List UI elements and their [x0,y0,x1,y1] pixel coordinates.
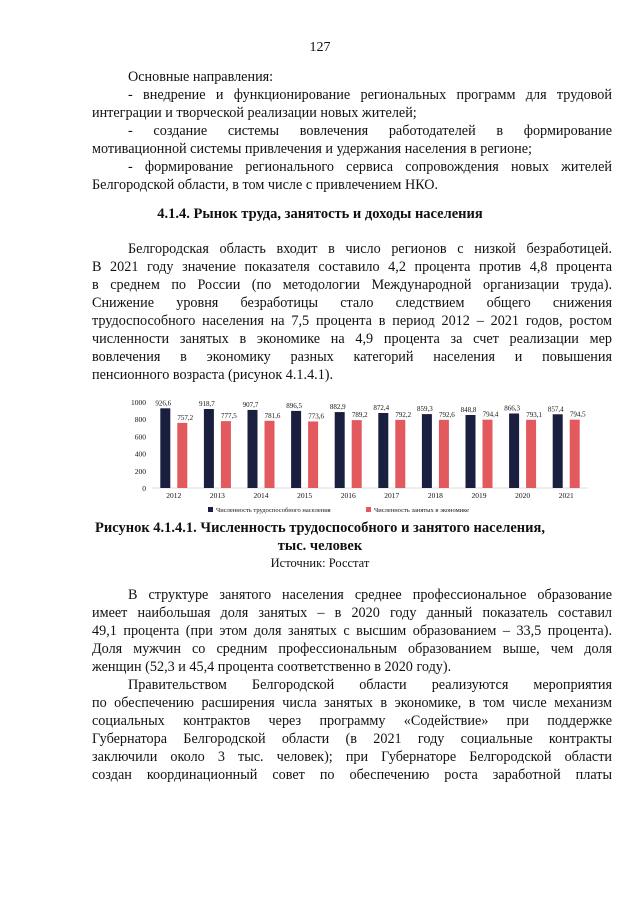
data-label: 882,9 [329,403,346,412]
data-label: 793,1 [526,410,542,419]
x-tick-label: 2017 [384,491,400,500]
paragraph-line: заключили около 3 тыс. человек); при Губернаторе Белгородской области [92,749,612,765]
bar-chart [118,392,598,524]
bar-series-1 [466,415,476,488]
legend-swatch [366,507,371,512]
data-label: 773,6 [308,412,324,421]
bar-series-1 [509,413,519,488]
x-tick-label: 2020 [515,491,531,500]
bar-series-1 [204,409,214,488]
paragraph-line: трудоспособного населения на 7,5 процента в период 2012 – 2021 годов, ростом [92,313,612,329]
intro-line: мотивационной системы привлечения и удержания населения в регионе; [92,141,532,157]
paragraph-line: социальных контрактов через программу «Содействие» при поддержке [92,713,612,729]
paragraph-line: Доля мужчин со средним профессиональным образованием выше, чем доля [92,641,612,657]
data-label: 907,7 [242,400,259,409]
figure-source: Источник: Росстат [270,556,370,570]
x-tick-label: 2013 [209,491,225,500]
x-tick-label: 2014 [253,491,269,500]
data-label: 757,2 [177,413,194,422]
data-label: 896,5 [286,401,302,410]
paragraph-line: Правительством Белгородской области реализуются мероприятия [128,677,612,693]
x-tick-label: 2016 [340,491,356,500]
paragraph-line: имеет наибольшая доля занятых – в 2020 году данный показатель составил [92,605,612,621]
y-tick-label: 200 [134,466,146,476]
data-label: 926,6 [155,399,172,408]
paragraph-line: Губернатора Белгородской области (в 2021 году социальные контракты [92,731,612,747]
page-number: 127 [309,40,331,55]
bar-series-2 [221,421,231,488]
bar-series-2 [395,420,405,488]
legend-label: Численность трудоспособного населения [216,507,331,514]
paragraph-line: создан координационный совет по обеспечению роста заработной платы [92,767,612,783]
x-tick-label: 2019 [471,491,487,500]
bar-series-1 [291,411,301,488]
section-heading: 4.1.4. Рынок труда, занятость и доходы населения [157,206,483,222]
data-label: 794,5 [569,410,586,419]
figure-caption-line2: тыс. человек [277,538,363,554]
data-label: 781,6 [264,411,281,420]
bar-series-2 [352,420,362,488]
bar-series-1 [248,410,258,488]
intro-line: - внедрение и функционирование региональных программ для трудовой [128,87,612,103]
data-label: 859,3 [417,405,433,414]
bar-series-2 [483,420,493,488]
paragraph-line: женщин (52,3 и 45,4 процента соответственно в 2020 году). [92,659,452,675]
paragraph-line: 49,1 процента (при этом доля занятых с высшим образованием – 33,5 процента). [92,623,612,639]
intro-line: - формирование регионального сервиса сопровождения новых жителей [128,159,612,175]
paragraph-line: пенсионного возраста (рисунок 4.1.4.1). [92,367,334,383]
paragraph-line: вовлечения в экономику разных категорий населения и повышения [92,349,612,365]
data-label: 792,6 [439,410,455,419]
bar-series-2 [308,421,318,488]
y-tick-label: 1000 [131,398,146,407]
bar-series-2 [177,423,187,488]
paragraph-line: численности занятых в экономике на 4,9 процента за счет реализации мер [92,331,612,347]
legend-label: Численность занятых в экономике [374,507,470,514]
paragraph-line: Снижение уровня безработицы стало следствием общего снижения [92,295,612,311]
data-label: 777,5 [221,412,237,421]
x-tick-label: 2015 [297,491,313,500]
bar-series-1 [553,414,563,488]
paragraph-line: Белгородская область входит в число регионов с низкой безработицей. [128,241,612,257]
legend-swatch [208,507,213,512]
paragraph-line: В 2021 году значение показателя составило 4,2 процента против 4,8 процента [92,259,612,275]
bar-series-2 [439,420,449,488]
bar-series-2 [570,420,580,488]
y-tick-label: 400 [134,449,146,459]
bar-series-2 [526,420,536,488]
x-tick-label: 2018 [427,491,443,500]
paragraph-line: по обеспечению расширения числа занятых в экономике, в том числе механизм [92,695,612,711]
data-label: 794,4 [482,410,499,419]
figure-caption-line1: Рисунок 4.1.4.1. Численность трудоспособного и занятого населения, [95,520,545,536]
y-tick-label: 800 [134,415,146,425]
intro-line: - создание системы вовлечения работодателей в формирование [128,123,612,139]
intro-line: Основные направления: [128,69,274,85]
data-label: 918,7 [199,399,215,408]
data-label: 872,4 [373,403,390,412]
paragraph-line: В структуре занятого населения среднее профессиональное образование [128,587,612,603]
intro-line: интеграции и творческой реализации новых жителей; [92,105,417,121]
bar-series-1 [378,413,388,488]
bar-series-1 [335,412,345,488]
data-label: 789,2 [351,411,368,420]
intro-line: Белгородской области, в том числе с привлечением НКО. [92,177,439,193]
x-tick-label: 2012 [166,491,182,500]
x-tick-label: 2021 [558,491,574,500]
data-label: 792,2 [395,410,412,419]
data-label: 857,4 [547,405,564,414]
bar-series-2 [265,421,275,488]
y-tick-label: 600 [134,432,146,442]
y-tick-label: 0 [142,484,146,493]
paragraph-line: в среднем по России (по методологии Международной организации труда). [92,277,612,293]
bar-series-1 [422,414,432,488]
bar-series-1 [160,408,170,488]
data-label: 866,3 [504,404,520,413]
data-label: 848,8 [460,406,477,415]
